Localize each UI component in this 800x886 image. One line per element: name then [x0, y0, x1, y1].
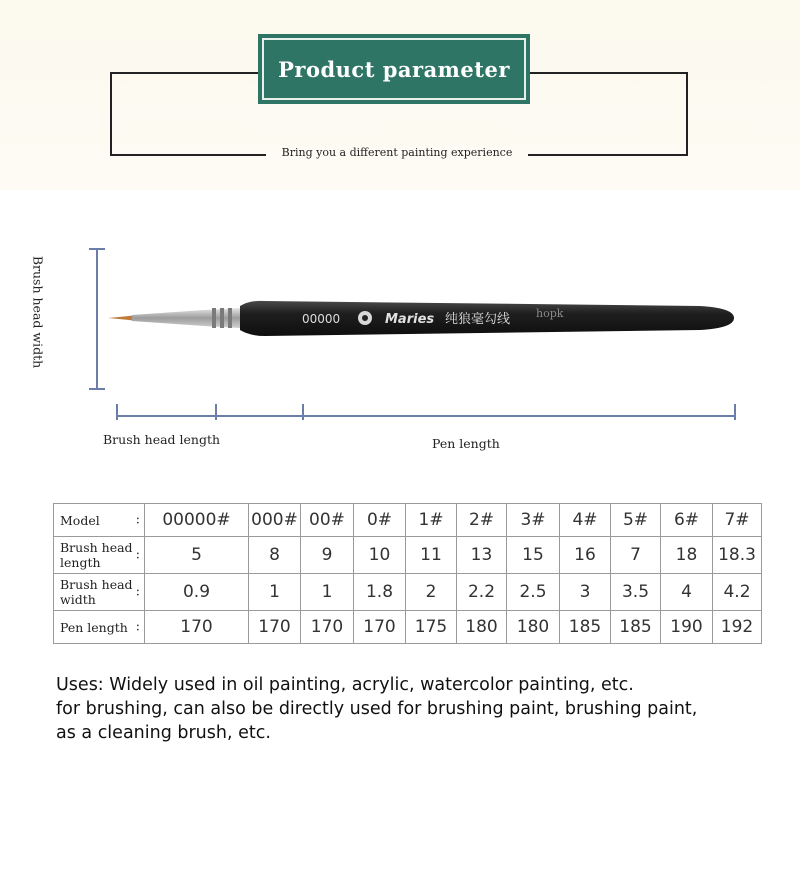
table-cell: 3: [560, 574, 611, 611]
table-cell: 8: [249, 537, 301, 574]
frame-right: [686, 72, 688, 156]
table-cell: 4#: [560, 504, 611, 537]
table-cell: 170: [249, 611, 301, 644]
length-dimension-line: [116, 415, 736, 417]
table-cell: 4.2: [713, 574, 762, 611]
row-label: Pen length :: [54, 611, 145, 644]
table-cell: 5: [145, 537, 249, 574]
table-cell: 192: [713, 611, 762, 644]
table-cell: 3#: [507, 504, 560, 537]
uses-description: [56, 673, 776, 745]
table-cell: 170: [354, 611, 406, 644]
brush-tip: [108, 316, 134, 321]
brush-head-width-label: Brush head width: [30, 255, 46, 369]
width-dimension-cap-bottom: [89, 388, 105, 390]
table-cell: 4: [661, 574, 713, 611]
table-cell: 185: [560, 611, 611, 644]
table-cell: 1: [301, 574, 354, 611]
table-cell: 13: [457, 537, 507, 574]
table-cell: 7: [611, 537, 661, 574]
page-subtitle: Bring you a different painting experience: [266, 146, 528, 159]
table-cell: 3.5: [611, 574, 661, 611]
length-tick-3: [302, 404, 304, 420]
table-cell: 0.9: [145, 574, 249, 611]
brush-pen-illustration: [100, 290, 740, 350]
table-cell: 175: [406, 611, 457, 644]
length-tick-2: [215, 404, 217, 420]
table-cell: 00000#: [145, 504, 249, 537]
table-cell: 190: [661, 611, 713, 644]
table-cell: 0#: [354, 504, 406, 537]
brush-head-length-label: Brush head length: [103, 432, 221, 447]
table-cell: 2#: [457, 504, 507, 537]
uses-line: Uses: Widely used in oil painting, acrylic, watercolor painting, etc.: [56, 675, 634, 695]
table-cell: 5#: [611, 504, 661, 537]
uses-line: for brushing, can also be directly used for brushing paint, brushing paint,: [56, 699, 698, 719]
pen-product-name: 纯狼毫勾线: [445, 312, 511, 327]
table-cell: 170: [301, 611, 354, 644]
uses-line: as a cleaning brush, etc.: [56, 723, 271, 743]
table-row: [54, 504, 762, 537]
table-cell: 180: [507, 611, 560, 644]
watermark: hopk: [536, 307, 564, 320]
table-cell: 18: [661, 537, 713, 574]
pen-brand: Maries: [385, 312, 435, 327]
pen-length-label: Pen length: [432, 436, 500, 451]
table-row: [54, 574, 762, 611]
pen-size-mark: 00000: [302, 312, 341, 326]
table-cell: 1.8: [354, 574, 406, 611]
page-title: Product parameter: [278, 56, 510, 82]
row-label: Model :: [54, 504, 145, 537]
width-dimension-line: [96, 248, 98, 390]
frame-left: [110, 72, 112, 156]
row-label: Brush head length :: [54, 537, 145, 574]
table-cell: 6#: [661, 504, 713, 537]
table-cell: 16: [560, 537, 611, 574]
table-cell: 7#: [713, 504, 762, 537]
table-cell: 170: [145, 611, 249, 644]
title-box: [258, 34, 530, 104]
length-tick-1: [116, 404, 118, 420]
table-cell: 2.5: [507, 574, 560, 611]
table-cell: 2: [406, 574, 457, 611]
row-label: Brush head width :: [54, 574, 145, 611]
table-cell: 1: [249, 574, 301, 611]
table-cell: 000#: [249, 504, 301, 537]
width-dimension-cap-top: [89, 248, 105, 250]
length-tick-4: [734, 404, 736, 420]
spec-table: [53, 503, 762, 644]
frame-top-right: [530, 72, 688, 74]
table-cell: 2.2: [457, 574, 507, 611]
table-cell: 9: [301, 537, 354, 574]
frame-top-left: [110, 72, 260, 74]
table-cell: 00#: [301, 504, 354, 537]
table-cell: 185: [611, 611, 661, 644]
table-cell: 180: [457, 611, 507, 644]
table-cell: 1#: [406, 504, 457, 537]
table-cell: 10: [354, 537, 406, 574]
table-cell: 15: [507, 537, 560, 574]
table-row: [54, 537, 762, 574]
table-cell: 11: [406, 537, 457, 574]
table-cell: 18.3: [713, 537, 762, 574]
table-row: [54, 611, 762, 644]
